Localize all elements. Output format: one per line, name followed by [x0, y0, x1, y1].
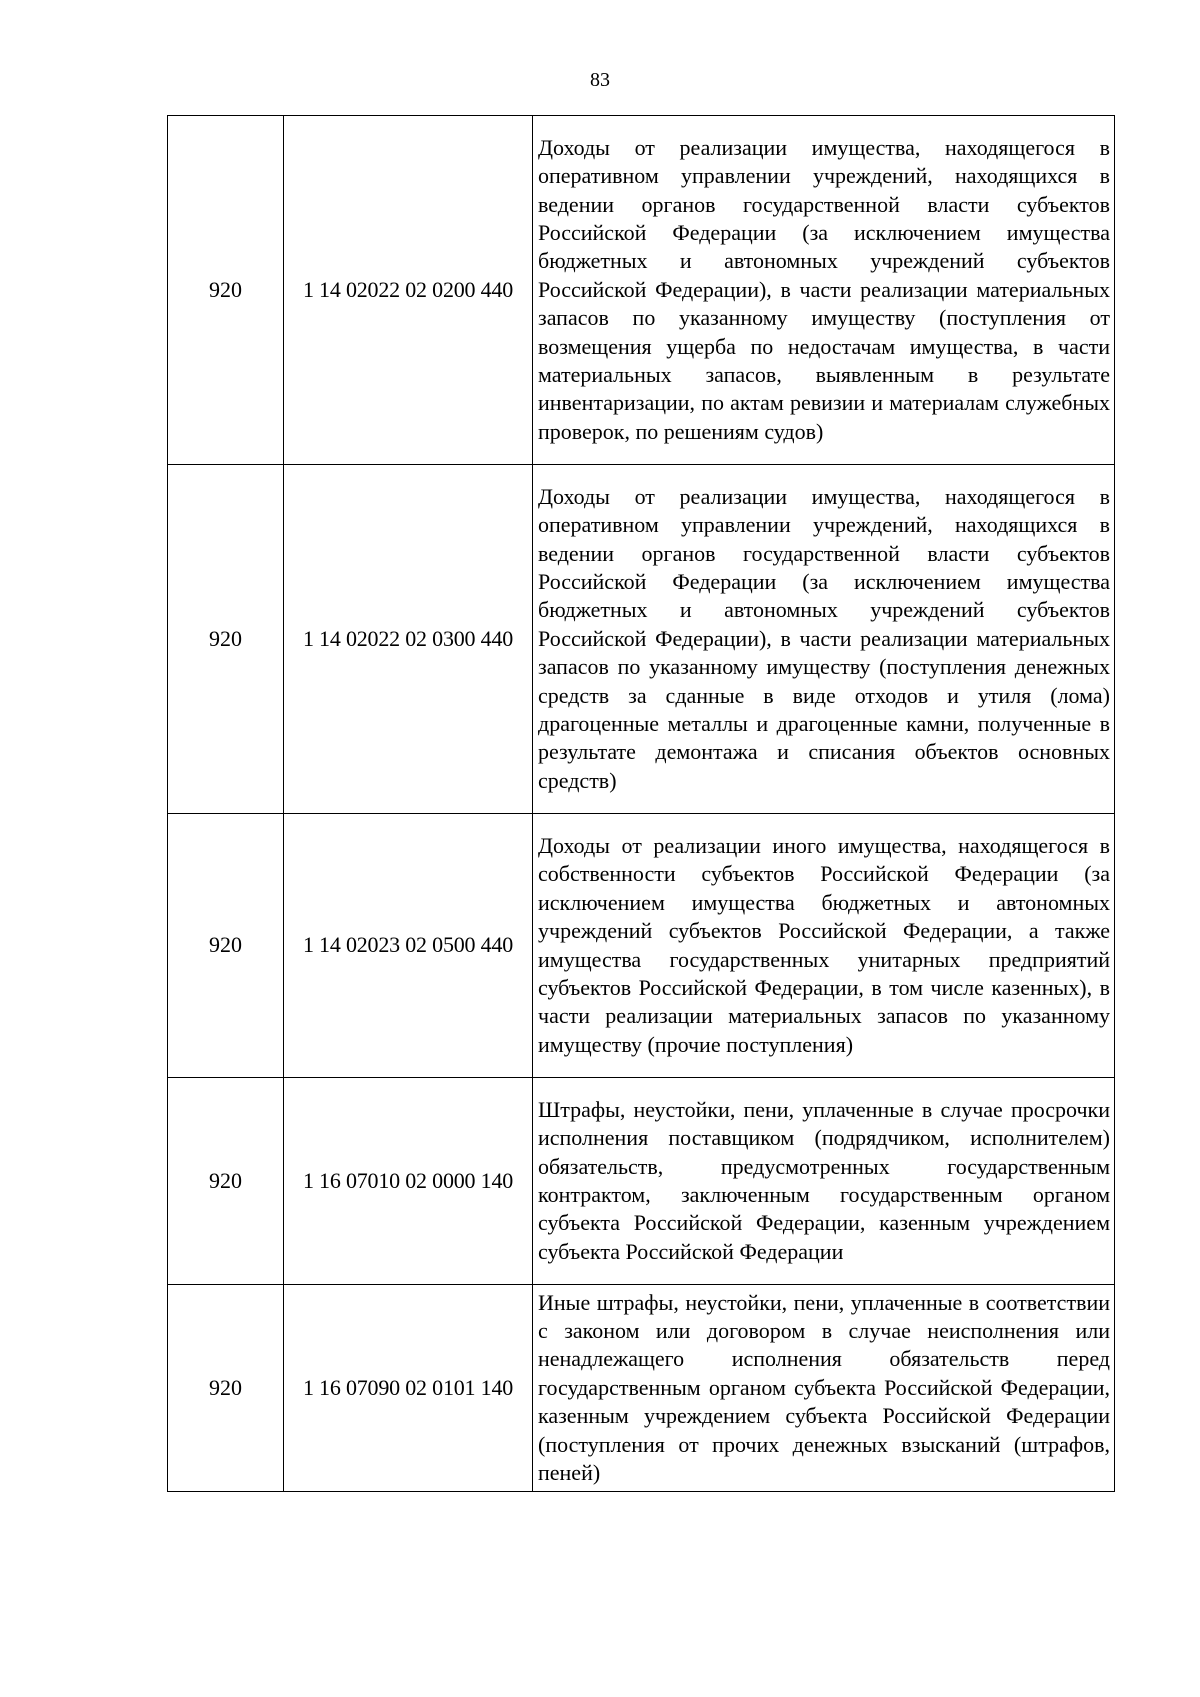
revenue-codes-table: [167, 115, 1115, 1492]
description-cell: Штрафы, неустойки, пени, уплаченные в случае просрочки исполнения поставщиком (подрядчиком, исполнителем) обязательств, предусмотренных государственным контрактом, заключенным государственным органом субъекта Российской Федерации, казенным учреждением субъекта Российской Федерации: [533, 1078, 1115, 1285]
table-row: [168, 1078, 1115, 1285]
table-row: [168, 465, 1115, 814]
admin-code-cell: 920: [168, 1285, 284, 1492]
description-cell: Доходы от реализации имущества, находящегося в оперативном управлении учреждений, находящихся в ведении органов государственной власти субъектов Российской Федерации (за исключением имущества бюджетных и автономных учреждений субъектов Российской Федерации), в части реализации материальных запасов по указанному имуществу (поступления денежных средств за сданные в виде отходов и утиля (лома) драгоценные металлы и драгоценные камни, полученные в результате демонтажа и списания объектов основных средств): [533, 465, 1115, 814]
budget-code-cell: 1 14 02023 02 0500 440: [284, 814, 533, 1078]
admin-code-cell: 920: [168, 814, 284, 1078]
table-row: [168, 1285, 1115, 1492]
table-row: [168, 116, 1115, 465]
budget-code-cell: 1 16 07090 02 0101 140: [284, 1285, 533, 1492]
admin-code-cell: 920: [168, 1078, 284, 1285]
budget-code-cell: 1 14 02022 02 0200 440: [284, 116, 533, 465]
table-row: [168, 814, 1115, 1078]
admin-code-cell: 920: [168, 116, 284, 465]
description-cell: Доходы от реализации имущества, находящегося в оперативном управлении учреждений, находящихся в ведении органов государственной власти субъектов Российской Федерации (за исключением имущества бюджетных и автономных учреждений субъектов Российской Федерации), в части реализации материальных запасов по указанному имуществу (поступления от возмещения ущерба по недостачам имущества, в части материальных запасов, выявленным в результате инвентаризации, по актам ревизии и материалам служебных проверок, по решениям судов): [533, 116, 1115, 465]
page-number: 83: [590, 69, 610, 91]
description-cell: Иные штрафы, неустойки, пени, уплаченные в соответствии с законом или договором в случае неисполнения или ненадлежащего исполнения обязательств перед государственным органом субъекта Российской Федерации, казенным учреждением субъекта Российской Федерации (поступления от прочих денежных взысканий (штрафов, пеней): [533, 1285, 1115, 1492]
budget-code-cell: 1 16 07010 02 0000 140: [284, 1078, 533, 1285]
budget-code-cell: 1 14 02022 02 0300 440: [284, 465, 533, 814]
description-cell: Доходы от реализации иного имущества, находящегося в собственности субъектов Российской Федерации (за исключением имущества бюджетных и автономных учреждений субъектов Российской Федерации, а также имущества государственных унитарных предприятий субъектов Российской Федерации, в том числе казенных), в части реализации материальных запасов по указанному имуществу (прочие поступления): [533, 814, 1115, 1078]
admin-code-cell: 920: [168, 465, 284, 814]
